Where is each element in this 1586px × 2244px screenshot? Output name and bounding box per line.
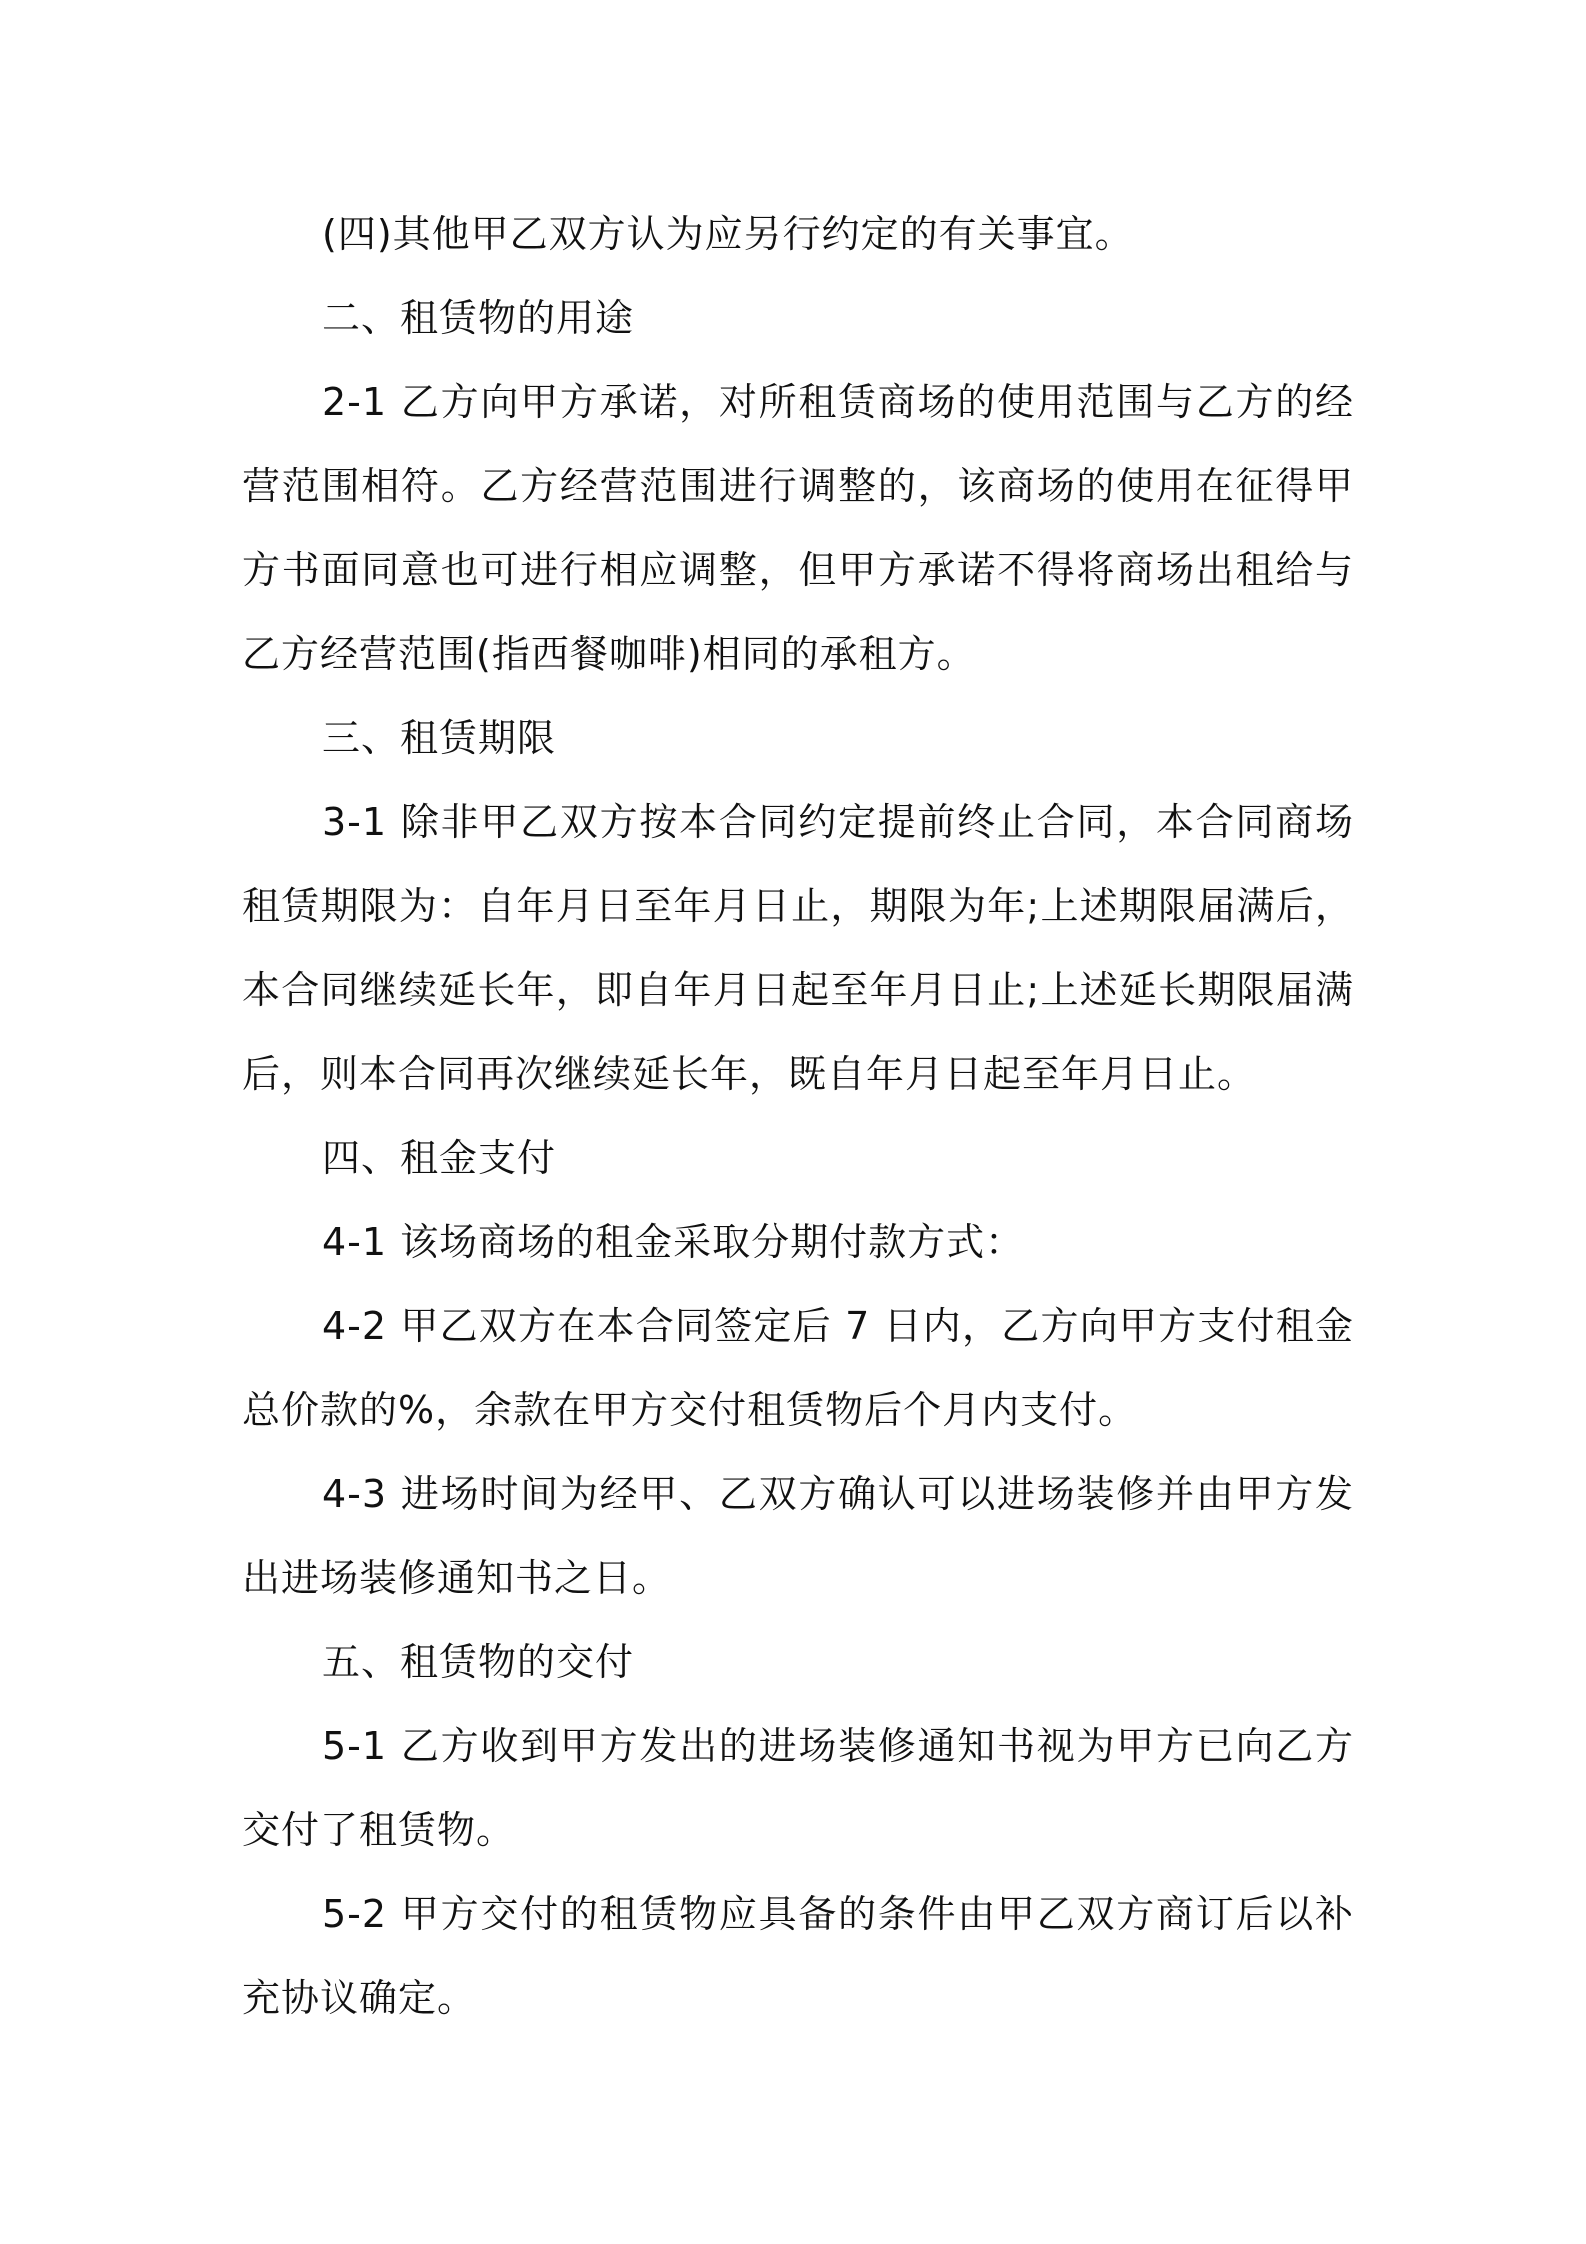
section-heading-delivery: 五、租赁物的交付: [322, 1640, 635, 1684]
clause-3-1: 3-1 除非甲乙双方按本合同约定提前终止合同，本合同商场租赁期限为：自年月日至年月日止，期限为年;上述期限届满后，本合同继续延长年，即自年月日起至年月日止;上述延长期限届满后，则本合同再次继续延长年，既自年月日起至年月日止。: [242, 800, 1354, 1096]
clause-other-matters: (四)其他甲乙双方认为应另行约定的有关事宜。: [322, 212, 1134, 256]
document-body: [242, 192, 1354, 2040]
clause-2-1: 2-1 乙方向甲方承诺，对所租赁商场的使用范围与乙方的经营范围相符。乙方经营范围进行调整的，该商场的使用在征得甲方书面同意也可进行相应调整，但甲方承诺不得将商场出租给与乙方经营范围(指西餐咖啡)相同的承租方。: [242, 380, 1354, 676]
clause-5-2: 5-2 甲方交付的租赁物应具备的条件由甲乙双方商订后以补充协议确定。: [242, 1892, 1354, 2020]
section-heading-term: 三、租赁期限: [322, 716, 557, 760]
clause-5-1: 5-1 乙方收到甲方发出的进场装修通知书视为甲方已向乙方交付了租赁物。: [242, 1724, 1354, 1852]
clause-4-1: 4-1 该场商场的租金采取分期付款方式：: [322, 1220, 1025, 1264]
section-heading-rent: 四、租金支付: [322, 1136, 557, 1180]
clause-4-3: 4-3 进场时间为经甲、乙双方确认可以进场装修并由甲方发出进场装修通知书之日。: [242, 1472, 1354, 1600]
clause-4-2: 4-2 甲乙双方在本合同签定后 7 日内，乙方向甲方支付租金总价款的%，余款在甲方交付租赁物后个月内支付。: [242, 1304, 1354, 1432]
section-heading-use: 二、租赁物的用途: [322, 296, 635, 340]
